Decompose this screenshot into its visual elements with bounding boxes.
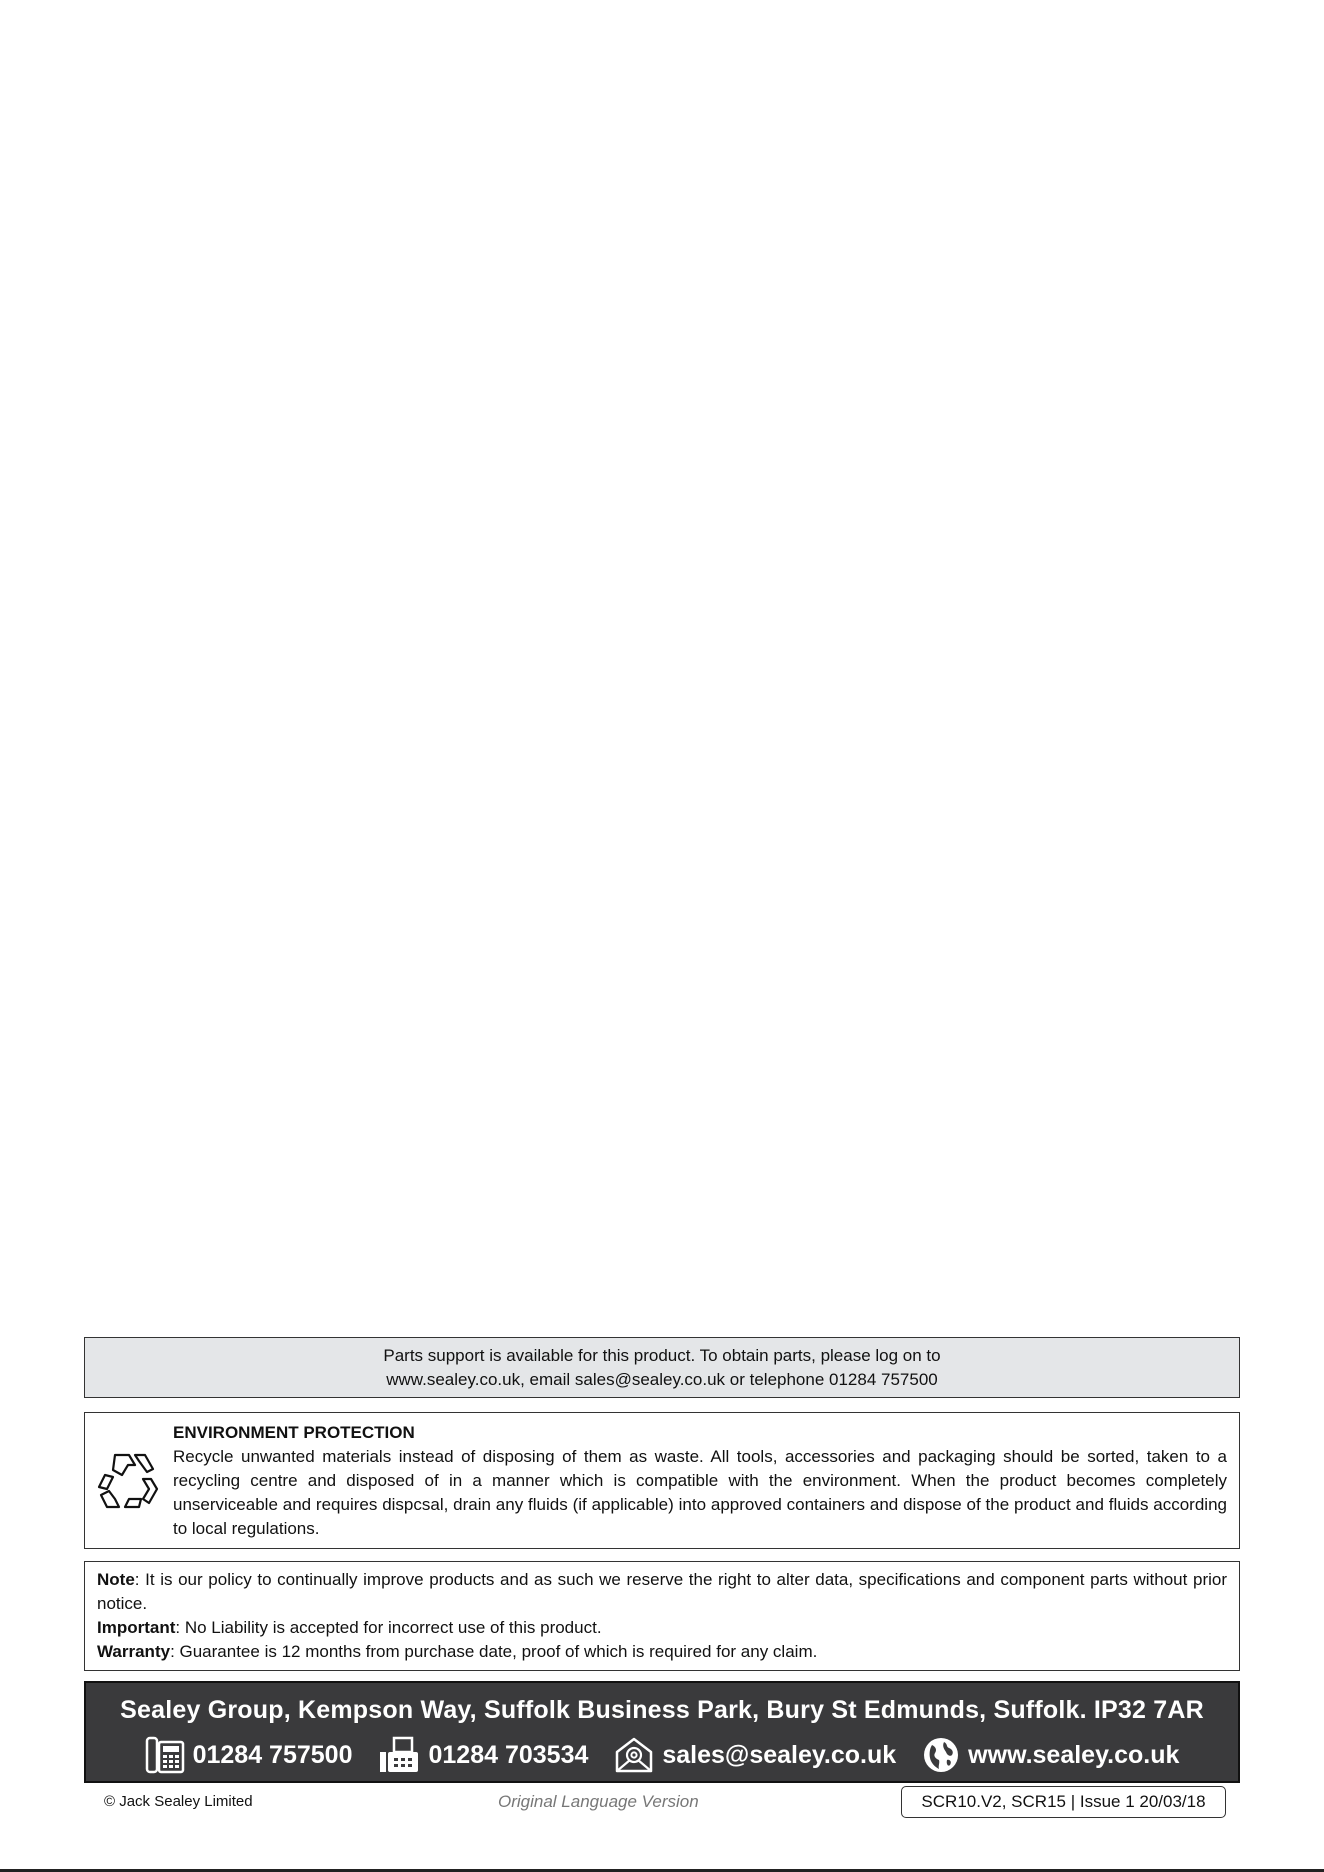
note-paragraph [97,1568,1227,1616]
parts-support-line-1: Parts support is available for this product. To obtain parts, please log on to [383,1346,941,1365]
environment-title: ENVIRONMENT PROTECTION [173,1423,415,1442]
phone-number: 01284 757500 [192,1740,353,1769]
phone-icon [145,1736,185,1774]
contact-row [86,1733,1238,1777]
warranty-paragraph [97,1640,1227,1664]
important-label: Important [97,1618,176,1637]
parts-support-line-2: www.sealey.co.uk, email sales@sealey.co.uk or telephone 01284 757500 [386,1370,938,1389]
contact-bar [84,1681,1240,1783]
phone-contact[interactable] [145,1736,353,1774]
copyright-text: © Jack Sealey Limited [104,1793,253,1810]
important-paragraph [97,1616,1227,1640]
email-icon [614,1736,654,1774]
company-address: Sealey Group, Kempson Way, Suffolk Business Park, Bury St Edmunds, Suffolk. IP32 7AR [120,1696,1204,1724]
recycle-icon [95,1449,161,1515]
language-version: Original Language Version [498,1792,699,1811]
environment-text [173,1421,1227,1541]
email-address: sales@sealey.co.uk [662,1740,897,1769]
notes-box [84,1561,1240,1671]
warranty-label: Warranty [97,1642,171,1661]
note-text: : It is our policy to continually improve products and as such we reserve the right to alter data, specifications and component parts without prior notice. [97,1570,1227,1613]
globe-icon [922,1736,960,1774]
fax-contact[interactable] [378,1736,588,1774]
email-contact[interactable] [614,1736,896,1774]
warranty-text: : Guarantee is 12 months from purchase date, proof of which is required for any claim. [170,1642,818,1661]
note-label: Note [97,1570,135,1589]
fax-icon [378,1736,420,1774]
important-text: : No Liability is accepted for incorrect use of this product. [175,1618,602,1637]
fax-number: 01284 703534 [428,1740,589,1769]
website-contact[interactable] [922,1736,1179,1774]
website-url: www.sealey.co.uk [968,1740,1180,1769]
environment-body: Recycle unwanted materials instead of disposing of them as waste. All tools, accessories and packaging should be sorted, taken to a recycling centre and disposed of in a manner which is compatible with the environment. When the product becomes completely unserviceable and requires dispcsal, drain any fluids (if applicable) into approved containers and dispose of the product and fluids according to local regulations. [173,1447,1227,1538]
environment-protection-box [84,1412,1240,1549]
parts-support-box [84,1337,1240,1398]
document-reference: SCR10.V2, SCR15 | Issue 1 20/03/18 [901,1786,1226,1818]
